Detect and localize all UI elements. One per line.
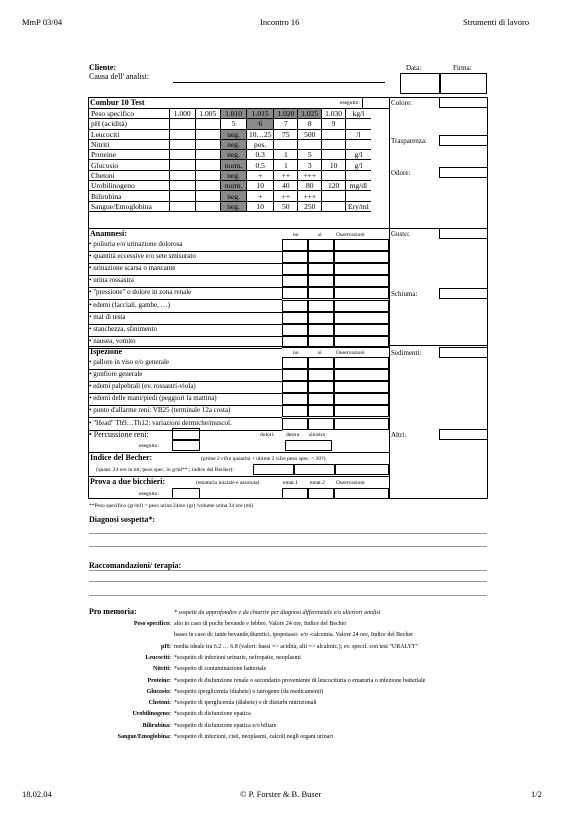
anamnesi-oss-field[interactable] — [334, 275, 389, 287]
ispezione-item: • edemi palpebrali (ev. rossastri-viola) — [89, 382, 196, 391]
promemoria-title: Pro memoria: — [89, 607, 137, 616]
combur-row-label: pH (acidità) — [89, 119, 170, 129]
sedimenti-field[interactable] — [439, 347, 488, 358]
combur-cell[interactable] — [169, 160, 195, 170]
combur-cell[interactable]: 1.010 — [221, 109, 247, 119]
promemoria-key: Urobilinogeno: — [132, 711, 171, 718]
diagnosi-label: Diagnosi sospetta*: — [89, 515, 156, 524]
combur-unit: Ery/ml — [345, 201, 370, 211]
combur-cell[interactable] — [274, 139, 298, 149]
combur-cell[interactable] — [169, 191, 195, 201]
promemoria-value: *sospetto di infezioni, cisti, neoplasmi, calcoli negli organi urinari — [174, 734, 334, 740]
anamnesi-si-checkbox[interactable] — [308, 263, 334, 275]
combur-row-label: Peso specifico — [89, 109, 170, 119]
anamnesi-si-checkbox[interactable] — [308, 275, 334, 287]
combur-cell[interactable]: 1.020 — [274, 109, 298, 119]
sinistra-label: sinistra — [309, 432, 325, 438]
combur-cell[interactable]: norm. — [221, 160, 247, 170]
anamnesi-title: Anamnesi: — [90, 229, 127, 238]
anamnesi-oss-field[interactable] — [334, 312, 389, 324]
combur-cell[interactable] — [322, 201, 346, 211]
footer-left: 18.02.04 — [22, 789, 52, 799]
combur-unit: /l — [345, 129, 370, 139]
ispezione-no: no — [293, 350, 299, 356]
becher-peso-field[interactable] — [294, 464, 335, 475]
ispezione-si-checkbox[interactable] — [308, 418, 334, 430]
becher-quant: (quant. 24 ore in ml; peso spec. in g/ml**.; indice del Becher): — [96, 467, 234, 473]
combur-cell[interactable]: 5 — [298, 150, 322, 160]
combur-cell[interactable]: ++ — [274, 191, 298, 201]
bicchieri-emat1: emat.1 — [283, 480, 298, 486]
footer-right: 1/2 — [531, 789, 542, 799]
schiuma-label: Schiuma: — [391, 290, 418, 298]
combur-cell[interactable]: 10 — [322, 160, 346, 170]
anamnesi-no-checkbox[interactable] — [282, 239, 308, 251]
header-right: Strumenti di lavoro — [463, 17, 530, 27]
altri-label: Altri: — [391, 431, 407, 439]
header-center: Incontro 16 — [260, 17, 300, 27]
combur-cell[interactable]: 10…25 — [246, 129, 274, 139]
combur-cell[interactable] — [322, 139, 346, 149]
colore-field[interactable] — [439, 97, 488, 108]
percussione-field[interactable] — [172, 428, 200, 440]
anamnesi-oss: Osservazioni — [336, 232, 365, 238]
promemoria-key: pH: — [160, 643, 171, 650]
combur-cell[interactable]: 1.030 — [322, 109, 346, 119]
ispezione-si-checkbox[interactable] — [308, 369, 334, 381]
ispezione-no-checkbox[interactable] — [282, 381, 308, 393]
combur-cell[interactable]: neg. — [221, 150, 247, 160]
promemoria-value: basso in caso di: tante bevande,diuretici, ipopotassi- e/o -calcemia. Valore 24 ore, Indice del Becher — [174, 632, 414, 639]
percussione-eseguito: eseguito: — [139, 443, 159, 449]
anamnesi-si-checkbox[interactable] — [308, 239, 334, 251]
percussione-eseguito-field[interactable] — [172, 440, 200, 451]
raccomandazioni-line-2[interactable] — [89, 581, 487, 582]
anamnesi-oss-field[interactable] — [334, 324, 389, 336]
anamnesi-no-checkbox[interactable] — [282, 300, 308, 312]
combur-cell[interactable] — [195, 170, 221, 180]
ispezione-si-checkbox[interactable] — [308, 381, 334, 393]
combur-table — [88, 108, 389, 212]
anamnesi-oss-field[interactable] — [334, 251, 389, 263]
combur-unit: g/l — [345, 150, 370, 160]
combur-cell[interactable]: pos. — [246, 139, 274, 149]
ispezione-no-checkbox[interactable] — [282, 369, 308, 381]
promemoria-value: *sospetto di contaminazione batteriale — [174, 666, 267, 673]
promemoria-value: *sospetto di disfunzione epatica — [174, 711, 251, 718]
combur-cell[interactable] — [195, 201, 221, 211]
combur-row — [89, 181, 389, 191]
combur-cell[interactable] — [169, 170, 195, 180]
combur-unit — [345, 191, 370, 201]
anamnesi-oss-field[interactable] — [334, 263, 389, 275]
combur-cell[interactable]: + — [246, 170, 274, 180]
combur-cell[interactable]: ++ — [274, 170, 298, 180]
anamnesi-no-checkbox[interactable] — [282, 263, 308, 275]
combur-cell[interactable]: 500 — [298, 129, 322, 139]
combur-cell[interactable] — [195, 181, 221, 191]
combur-cell[interactable] — [322, 129, 346, 139]
ispezione-top-line — [88, 346, 389, 347]
gusto-label: Gusto: — [391, 230, 410, 238]
ispezione-oss-field[interactable] — [334, 393, 389, 405]
combur-cell[interactable] — [169, 139, 195, 149]
sedimenti-label: Sedimenti: — [391, 349, 422, 357]
combur-cell[interactable]: neg. — [221, 170, 247, 180]
combur-row — [89, 160, 389, 170]
ispezione-title: Ispezione — [90, 347, 122, 356]
combur-row — [89, 150, 389, 160]
ispezione-oss: Osservazioni — [336, 350, 365, 356]
combur-row-label: Glucosio — [89, 160, 170, 170]
anamnesi-si: si — [318, 232, 322, 238]
ispezione-oss-field[interactable] — [334, 369, 389, 381]
diagnosi-line-1[interactable] — [89, 533, 487, 534]
causa-label: Causa dell' analisi: — [89, 72, 150, 81]
ispezione-si: si — [318, 350, 322, 356]
combur-cell[interactable]: 6 — [246, 119, 274, 129]
promemoria-key: Bilirubina: — [142, 722, 171, 729]
side-line-2 — [389, 345, 488, 346]
combur-cell[interactable]: neg. — [221, 191, 247, 201]
combur-cell[interactable]: 1.000 — [169, 109, 195, 119]
anamnesi-no: no — [293, 232, 299, 238]
combur-cell[interactable] — [195, 150, 221, 160]
bicchieri-eseguito-field[interactable] — [172, 488, 200, 499]
dolori-label: dolori: — [260, 432, 275, 438]
raccomandazioni-line-3[interactable] — [89, 595, 487, 596]
anamnesi-item: • urina rossastra — [89, 276, 134, 285]
anamnesi-si-checkbox[interactable] — [308, 324, 334, 336]
anamnesi-item: • stanchezza, sfinimento — [89, 324, 157, 333]
bicchieri-emat2-field[interactable] — [308, 488, 334, 499]
combur-cell[interactable] — [169, 201, 195, 211]
anamnesi-si-checkbox[interactable] — [308, 251, 334, 263]
combur-eseguito: eseguito: — [340, 100, 360, 106]
combur-cell[interactable] — [195, 119, 221, 129]
bicchieri-oss-field[interactable] — [334, 488, 389, 499]
combur-cell[interactable]: 8 — [298, 119, 322, 129]
ispezione-oss-field[interactable] — [334, 405, 389, 417]
promemoria-value: *sospetto di infezioni urinarie, nefropatie, neoplasmi — [174, 654, 301, 661]
ispezione-no-checkbox[interactable] — [282, 418, 308, 430]
anamnesi-item: • nausea, vomito — [89, 336, 136, 345]
combur-cell[interactable] — [169, 150, 195, 160]
footer-center: © P. Forster & B. Buser — [240, 789, 322, 799]
anamnesi-si-checkbox[interactable] — [308, 300, 334, 312]
combur-unit: g/l — [345, 160, 370, 170]
anamnesi-no-checkbox[interactable] — [282, 287, 308, 299]
ispezione-oss-field[interactable] — [334, 381, 389, 393]
anamnesi-oss-field[interactable] — [334, 239, 389, 251]
promemoria-value: *sospetto di iperglicemia (diabete) o di disturbi nutrizionali — [174, 700, 317, 707]
combur-cell[interactable] — [195, 129, 221, 139]
causa-field[interactable] — [173, 82, 385, 83]
ispezione-item: • "Head" Th9…Th12: variazioni dermiche/muscol. — [89, 418, 232, 427]
anamnesi-item: • poliuria e/o urinazione dolorosa — [89, 240, 183, 248]
combur-unit — [345, 139, 370, 149]
becher-indice-field[interactable] — [335, 464, 389, 475]
anamnesi-no-checkbox[interactable] — [282, 275, 308, 287]
firma-field[interactable] — [440, 73, 487, 94]
combur-row — [89, 201, 389, 211]
anamnesi-item: • urinazione scarsa o mancante — [89, 264, 176, 273]
combur-row — [89, 109, 389, 119]
combur-unit — [345, 119, 370, 129]
promemoria-key: Sangue/Emoglobina: — [117, 734, 171, 740]
combur-row-label: Urobilinogeno — [89, 181, 170, 191]
combur-cell[interactable]: 40 — [274, 181, 298, 191]
promemoria-value: *sospetto iperglicemia (diabete) o iatrogeno (da medicamenti) — [174, 688, 324, 695]
combur-eseguito-box[interactable] — [362, 97, 389, 108]
combur-cell[interactable]: neg. — [221, 201, 247, 211]
promemoria-value: *sospetto di disfunzione epatica e/o biliare — [174, 722, 277, 729]
combur-cell[interactable]: norm. — [221, 181, 247, 191]
combur-cell[interactable]: 0.3 — [246, 150, 274, 160]
combur-row-label: Proteine — [89, 150, 170, 160]
combur-cell[interactable]: 250 — [298, 201, 322, 211]
anamnesi-item: • edemi (facciali, gambe, …) — [89, 300, 170, 309]
promemoria-value: *sospetto di disfunzione renale o secondario proveniente di leucocituria o ematuria o infezione batteriale — [174, 677, 426, 684]
promemoria-key: Proteine: — [147, 677, 171, 684]
promemoria-key: Leucociti: — [145, 654, 171, 661]
bicchieri-title: Prova a due bicchieri: — [90, 477, 166, 486]
schiuma-field[interactable] — [439, 288, 488, 299]
combur-cell[interactable]: 50 — [274, 201, 298, 211]
percussione-label: • Percussione reni: — [89, 430, 149, 439]
combur-row-label: Chetoni — [89, 170, 170, 180]
combur-cell[interactable]: 7 — [274, 119, 298, 129]
combur-cell[interactable] — [169, 181, 195, 191]
anamnesi-item: • "pressione" o dolore in zona renale — [89, 288, 192, 297]
combur-unit: mg/dl — [345, 181, 370, 191]
raccomandazioni-label: Raccomandazioni/ terapia: — [89, 561, 182, 570]
anamnesi-oss-field[interactable] — [334, 287, 389, 299]
anamnesi-no-checkbox[interactable] — [282, 251, 308, 263]
ispezione-item: • pallore in viso e/o generale — [89, 358, 170, 366]
combur-row — [89, 139, 389, 149]
combur-cell[interactable] — [322, 191, 346, 201]
combur-cell[interactable]: 10 — [246, 181, 274, 191]
combur-cell[interactable]: neg. — [221, 139, 247, 149]
bicchieri-eseguito: eseguito: — [139, 491, 159, 497]
combur-cell[interactable] — [195, 191, 221, 201]
promemoria-value: media ideale tra 6.2 … 6.8 (valori: bassi => acidità; alti => alcalinic.); ev. specif. con test "URALYT" — [174, 643, 419, 650]
combur-cell[interactable]: 75 — [274, 129, 298, 139]
trasparenza-field[interactable] — [439, 135, 488, 146]
data-label: Data: — [406, 64, 422, 72]
bicchieri-oss: Osservazioni — [336, 480, 365, 486]
promemoria-value: alto in caso di poche bevande e febbre. Valore 24 ore, Indice del Becher — [174, 621, 347, 627]
combur-cell[interactable]: +++ — [298, 191, 322, 201]
ispezione-si-checkbox[interactable] — [308, 405, 334, 417]
combur-cell[interactable]: 9 — [322, 119, 346, 129]
ispezione-si-checkbox[interactable] — [308, 393, 334, 405]
percussione-dx-sx-field[interactable] — [285, 440, 332, 451]
combur-cell[interactable] — [298, 139, 322, 149]
anamnesi-si-checkbox[interactable] — [308, 287, 334, 299]
combur-cell[interactable] — [322, 150, 346, 160]
promemoria-key: Glucosio: — [146, 688, 171, 695]
ispezione-oss-field[interactable] — [334, 418, 389, 430]
anamnesi-top-line — [88, 228, 389, 229]
combur-row — [89, 191, 389, 201]
combur-cell[interactable]: +++ — [298, 170, 322, 180]
anamnesi-si-checkbox[interactable] — [308, 312, 334, 324]
destra-label: destra — [286, 432, 300, 438]
combur-cell[interactable]: 1.025 — [298, 109, 322, 119]
raccomandazioni-line-1[interactable] — [89, 570, 487, 571]
combur-unit — [345, 170, 370, 180]
footnote: **Peso specifico (gr/ml) = peso urina 24ore (gr) /volume urina 24 ore (ml) — [89, 503, 254, 509]
ispezione-no-checkbox[interactable] — [282, 393, 308, 405]
combur-row — [89, 170, 389, 180]
bicchieri-emat2: emat.2 — [310, 480, 325, 486]
combur-cell[interactable]: 3 — [298, 160, 322, 170]
becher-note: (prime 2 cifre quantità + ultime 2 cifre peso spec. < 30?) — [201, 456, 326, 462]
ispezione-item: • edemi delle mani/piedi (peggiori la mattina) — [89, 394, 217, 403]
combur-cell[interactable]: 120 — [322, 181, 346, 191]
ispezione-no-checkbox[interactable] — [282, 405, 308, 417]
combur-row-label: Bilirubina — [89, 191, 170, 201]
combur-cell[interactable]: 1.015 — [246, 109, 274, 119]
combur-cell[interactable] — [169, 119, 195, 129]
promemoria-intro: * sospetti da approfondire e da chiarire per diagnosi differenziale e/o ulteriori analisi — [174, 610, 381, 616]
promemoria-key: Chetoni: — [148, 700, 171, 707]
combur-title: Combur 10 Test — [90, 98, 145, 107]
combur-cell[interactable]: 5 — [221, 119, 247, 129]
combur-cell[interactable]: 1 — [274, 150, 298, 160]
odore-label: Odore: — [391, 169, 411, 177]
combur-cell[interactable]: 10 — [246, 201, 274, 211]
anamnesi-item: • mal di testa — [89, 312, 126, 321]
combur-row — [89, 129, 389, 139]
ispezione-no-checkbox[interactable] — [282, 357, 308, 369]
side-divider — [389, 97, 390, 499]
ispezione-si-checkbox[interactable] — [308, 357, 334, 369]
combur-row-label: Nitriti — [89, 139, 170, 149]
ispezione-oss-field[interactable] — [334, 357, 389, 369]
combur-cell[interactable] — [322, 170, 346, 180]
diagnosi-line-2[interactable] — [89, 546, 487, 547]
combur-cell[interactable]: + — [246, 191, 274, 201]
combur-cell[interactable] — [195, 160, 221, 170]
cliente-label: Cliente: — [89, 63, 117, 72]
combur-cell[interactable] — [169, 129, 195, 139]
ispezione-item: • gonfiore generale — [89, 370, 143, 379]
anamnesi-oss-field[interactable] — [334, 300, 389, 312]
combur-cell[interactable]: 80 — [298, 181, 322, 191]
firma-label: Firma: — [453, 64, 472, 72]
anamnesi-no-checkbox[interactable] — [282, 312, 308, 324]
header-left: MmP 03/04 — [22, 17, 63, 27]
combur-cell[interactable] — [195, 139, 221, 149]
bicchieri-note: (ematuria iniziale e assoluta) — [196, 480, 260, 486]
bicchieri-emat1-field[interactable] — [282, 488, 308, 499]
ispezione-item: • punto d'allarme reni: VB25 (terminale 12a costa) — [89, 406, 231, 415]
promemoria-key: Nitriti: — [153, 666, 171, 673]
gusto-field[interactable] — [439, 228, 488, 239]
combur-row-label: Sangue/Emoglobina — [89, 201, 170, 211]
combur-cell[interactable]: 1 — [274, 160, 298, 170]
odore-field[interactable] — [439, 167, 488, 178]
anamnesi-item: • quantità eccessive e/o sete smisurato — [89, 252, 196, 261]
becher-title: Indice del Becher: — [90, 453, 153, 462]
promemoria-key: Peso specifico: — [133, 621, 171, 627]
trasparenza-label: Trasparenza: — [391, 137, 427, 145]
combur-unit: kg/l — [345, 109, 370, 119]
combur-cell[interactable]: neg. — [221, 129, 247, 139]
combur-cell[interactable]: 1.005 — [195, 109, 221, 119]
combur-row — [89, 119, 389, 129]
altri-field[interactable] — [439, 429, 488, 440]
combur-row-label: Leucociti — [89, 129, 170, 139]
data-field[interactable] — [400, 73, 440, 94]
becher-quant-field[interactable] — [253, 464, 294, 475]
combur-cell[interactable]: 0.5 — [246, 160, 274, 170]
colore-label: Colore: — [391, 99, 412, 107]
anamnesi-no-checkbox[interactable] — [282, 324, 308, 336]
